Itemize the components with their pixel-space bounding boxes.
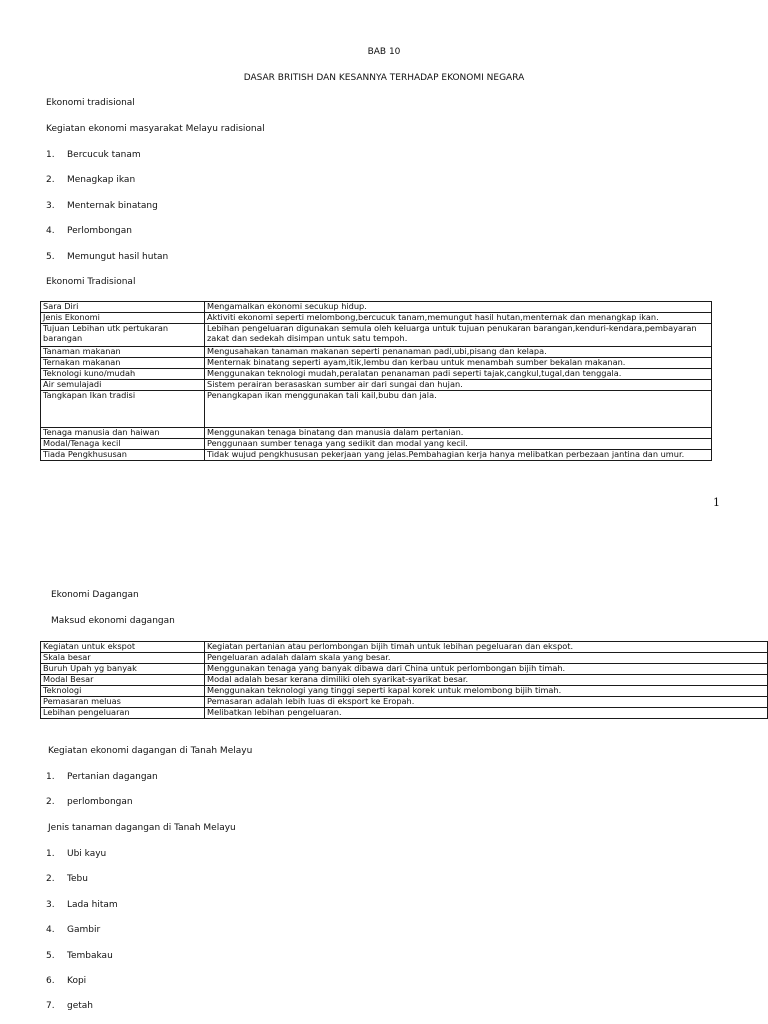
list-item: [46, 1001, 93, 1012]
term-cell: Tenaga manusia dan haiwan: [41, 428, 205, 439]
list-number: 1.: [46, 150, 55, 160]
term-cell: Modal Besar: [41, 675, 205, 686]
list-text: getah: [67, 1001, 93, 1011]
list-text: Bercucuk tanam: [67, 150, 141, 160]
description-cell: Kegiatan pertanian atau perlombongan bijih timah untuk lebihan pegeluaran dan ekspot.: [205, 642, 768, 653]
list-number: 2.: [46, 874, 55, 884]
chapter-label: BAB 10: [367, 47, 401, 57]
table-row: [41, 675, 768, 686]
description-cell: Penangkapan ikan menggunakan tali kail,bubu dan jala.: [205, 391, 712, 428]
list-item: [46, 925, 100, 936]
list-number: 4.: [46, 226, 55, 236]
description-cell: Pengeluaran adalah dalam skala yang besar.: [205, 653, 768, 664]
list-item: [46, 226, 132, 237]
list-number: 6.: [46, 976, 55, 986]
term-cell: Ternakan makanan: [41, 358, 205, 369]
list-item: [46, 976, 86, 987]
term-cell: Sara Diri: [41, 302, 205, 313]
term-cell: Lebihan pengeluaran: [41, 708, 205, 719]
table-row: [41, 642, 768, 653]
list-item: [46, 797, 133, 808]
table-row: [41, 708, 768, 719]
description-cell: Menggunakan tenaga yang banyak dibawa dari China untuk perlombongan bijih timah.: [205, 664, 768, 675]
description-cell: Pemasaran adalah lebih luas di eksport ke Eropah.: [205, 697, 768, 708]
list-text: Tembakau: [67, 951, 113, 961]
table-row: [41, 697, 768, 708]
list-number: 2.: [46, 797, 55, 807]
section-subheading: Jenis tanaman dagangan di Tanah Melayu: [48, 823, 236, 833]
table-row: [41, 347, 712, 358]
description-cell: Mengusahakan tanaman makanan seperti penanaman padi,ubi,pisang dan kelapa.: [205, 347, 712, 358]
list-item: [46, 252, 168, 263]
list-number: 1.: [46, 849, 55, 859]
table-row: [41, 380, 712, 391]
description-cell: Menggunakan teknologi yang tinggi seperti kapal korek untuk melombong bijih timah.: [205, 686, 768, 697]
list-item: [46, 150, 141, 161]
list-text: Perlombongan: [67, 226, 132, 236]
list-number: 1.: [46, 772, 55, 782]
list-text: Ubi kayu: [67, 849, 107, 859]
list-number: 3.: [46, 201, 55, 211]
term-cell: Pemasaran meluas: [41, 697, 205, 708]
section-subheading: Kegiatan ekonomi dagangan di Tanah Melayu: [48, 746, 253, 756]
list-item: [46, 772, 158, 783]
list-number: 5.: [46, 951, 55, 961]
description-cell: Menggunakan teknologi mudah,peralatan penanaman padi seperti tajak,cangkul,tugal,dan tenggala.: [205, 369, 712, 380]
term-cell: Skala besar: [41, 653, 205, 664]
table-heading: Ekonomi Tradisional: [46, 277, 136, 287]
page-number: 1: [713, 496, 720, 509]
term-cell: Tujuan Lebihan utk pertukaran barangan: [41, 324, 205, 347]
list-text: Kopi: [67, 976, 87, 986]
table-row: [41, 428, 712, 439]
list-number: 4.: [46, 925, 55, 935]
list-text: perlombongan: [67, 797, 133, 807]
table-row: [41, 653, 768, 664]
table-row: [41, 391, 712, 428]
list-text: Memungut hasil hutan: [67, 252, 169, 262]
table-row: [41, 313, 712, 324]
term-cell: Buruh Upah yg banyak: [41, 664, 205, 675]
description-cell: Menggunakan tenaga binatang dan manusia dalam pertanian.: [205, 428, 712, 439]
description-cell: Modal adalah besar kerana dimiliki oleh syarikat-syarikat besar.: [205, 675, 768, 686]
term-cell: Teknologi: [41, 686, 205, 697]
list-number: 3.: [46, 900, 55, 910]
term-cell: Tanaman makanan: [41, 347, 205, 358]
description-cell: Sistem perairan berasaskan sumber air dari sungai dan hujan.: [205, 380, 712, 391]
table-row: [41, 369, 712, 380]
list-text: Tebu: [67, 874, 88, 884]
description-cell: Menternak binatang seperti ayam,itik,lembu dan kerbau untuk menambah sumber bekalan makanan.: [205, 358, 712, 369]
description-cell: Melibatkan lebihan pengeluaran.: [205, 708, 768, 719]
table-row: [41, 686, 768, 697]
traditional-economy-table: [40, 301, 712, 461]
table-row: [41, 324, 712, 347]
commercial-economy-table: [40, 641, 768, 719]
section-heading: Ekonomi Dagangan: [51, 590, 139, 600]
term-cell: Tangkapan Ikan tradisi: [41, 391, 205, 428]
term-cell: Kegiatan untuk ekspot: [41, 642, 205, 653]
list-item: [46, 874, 88, 885]
list-item: [46, 900, 118, 911]
term-cell: Modal/Tenaga kecil: [41, 439, 205, 450]
table-row: [41, 664, 768, 675]
section-subheading: Kegiatan ekonomi masyarakat Melayu radisional: [46, 124, 265, 134]
list-item: [46, 849, 106, 860]
table-row: [41, 358, 712, 369]
term-cell: Tiada Pengkhususan: [41, 450, 205, 461]
description-cell: Tidak wujud pengkhususan pekerjaan yang jelas.Pembahagian kerja hanya melibatkan perbezaan jantina dan umur.: [205, 450, 712, 461]
list-item: [46, 201, 158, 212]
description-cell: Mengamalkan ekonomi secukup hidup.: [205, 302, 712, 313]
section-heading: Ekonomi tradisional: [46, 98, 135, 108]
list-number: 5.: [46, 252, 55, 262]
term-cell: Jenis Ekonomi: [41, 313, 205, 324]
term-cell: Air semulajadi: [41, 380, 205, 391]
document-title: DASAR BRITISH DAN KESANNYA TERHADAP EKONOMI NEGARA: [243, 73, 525, 83]
list-number: 2.: [46, 175, 55, 185]
list-item: [46, 951, 113, 962]
list-text: Lada hitam: [67, 900, 118, 910]
list-text: Menternak binatang: [67, 201, 158, 211]
term-cell: Teknologi kuno/mudah: [41, 369, 205, 380]
description-cell: Lebihan pengeluaran digunakan semula oleh keluarga untuk tujuan penukaran barangan,kenduri-kendara,pembayaran zakat dan sedekah disimpan untuk satu tempoh.: [205, 324, 712, 347]
table-row: [41, 439, 712, 450]
list-number: 7.: [46, 1001, 55, 1011]
description-cell: Penggunaan sumber tenaga yang sedikit dan modal yang kecil.: [205, 439, 712, 450]
description-cell: Aktiviti ekonomi seperti melombong,bercucuk tanam,memungut hasil hutan,menternak dan menangkap ikan.: [205, 313, 712, 324]
table-row: [41, 450, 712, 461]
list-text: Pertanian dagangan: [67, 772, 158, 782]
table-row: [41, 302, 712, 313]
list-text: Gambir: [67, 925, 101, 935]
section-subheading: Maksud ekonomi dagangan: [51, 616, 175, 626]
list-item: [46, 175, 135, 186]
list-text: Menagkap ikan: [67, 175, 136, 185]
